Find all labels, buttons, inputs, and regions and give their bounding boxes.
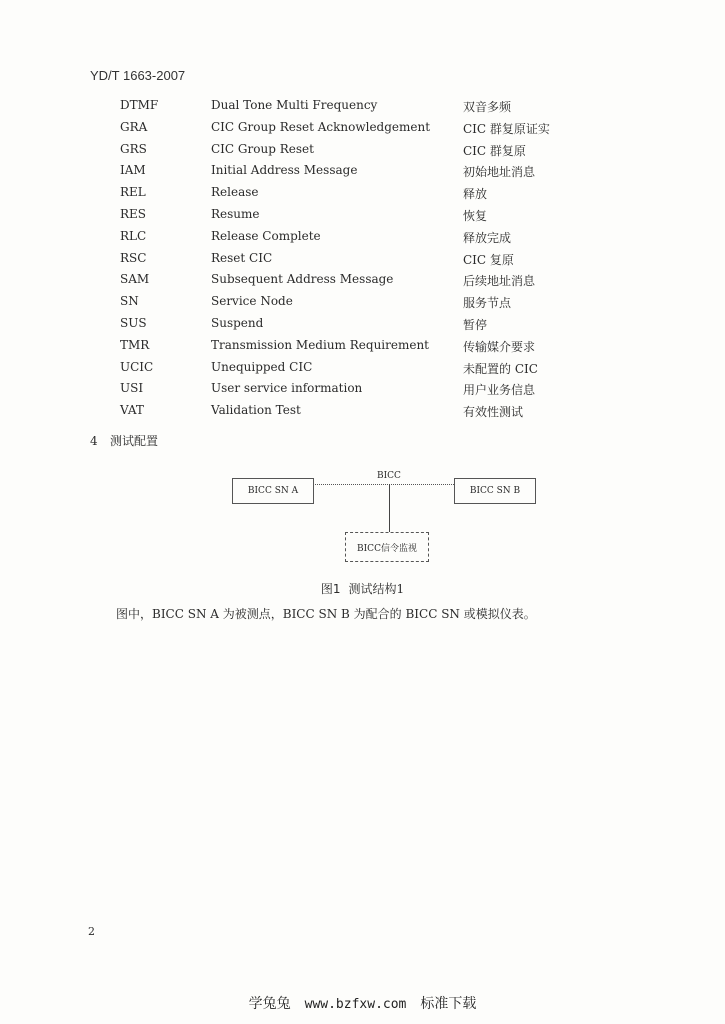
abbreviation-row xyxy=(0,251,725,273)
body-paragraph: 图中，BICC SN A 为被测点，BICC SN B 为配合的 BICC SN 或模拟仪表。 xyxy=(116,607,536,621)
abbreviation-row xyxy=(0,360,725,382)
monitor-link-line xyxy=(389,484,390,532)
abbr-english: Dual Tone Multi Frequency xyxy=(211,98,378,112)
abbr-english: CIC Group Reset xyxy=(211,141,314,156)
abbr-chinese: CIC 复原 xyxy=(463,252,514,267)
abbr-term: SAM xyxy=(120,272,150,287)
abbr-english: Unequipped CIC xyxy=(211,359,313,374)
abbr-chinese: 释放完成 xyxy=(463,230,512,245)
section-title: 测试配置 xyxy=(110,434,159,448)
abbr-chinese: 暂停 xyxy=(463,317,488,332)
abbr-term: RLC xyxy=(120,228,147,243)
abbreviation-row xyxy=(0,338,725,360)
abbr-term: GRS xyxy=(120,141,147,156)
node-bicc-monitor: BICC信令监视 xyxy=(345,532,429,562)
bicc-link-label: BICC xyxy=(377,471,401,481)
abbr-english: Suspend xyxy=(211,315,264,330)
abbr-term: VAT xyxy=(120,403,144,418)
abbreviation-row xyxy=(0,163,725,185)
abbr-term: RES xyxy=(120,206,147,221)
abbr-term: DTMF xyxy=(120,98,159,112)
node-bicc-sn-a: BICC SN A xyxy=(232,478,314,504)
abbr-chinese: CIC 群复原 xyxy=(463,143,526,158)
abbr-term: TMR xyxy=(120,337,150,352)
abbr-english: User service information xyxy=(211,381,363,396)
abbr-term: RSC xyxy=(120,250,147,265)
figure-label: 图1 xyxy=(320,582,341,596)
abbr-term: IAM xyxy=(120,163,146,178)
abbr-english: Release xyxy=(211,185,259,200)
footer-tagline: 标准下载 xyxy=(420,996,477,1012)
abbr-term: SUS xyxy=(120,315,147,330)
footer-site-link[interactable]: www.bzfxw.com xyxy=(304,997,407,1012)
bicc-link-line xyxy=(313,484,454,485)
abbreviation-row xyxy=(0,316,725,338)
section-heading xyxy=(90,432,158,449)
page-number: 2 xyxy=(88,925,95,938)
abbr-chinese: 双音多频 xyxy=(463,100,512,114)
abbreviation-table xyxy=(0,98,725,425)
abbreviation-row xyxy=(0,142,725,164)
abbreviation-row xyxy=(0,207,725,229)
abbr-term: GRA xyxy=(120,119,148,134)
abbr-english: Initial Address Message xyxy=(211,163,358,178)
figure-title: 测试结构1 xyxy=(348,582,405,596)
abbr-term: REL xyxy=(120,185,146,200)
abbr-english: Validation Test xyxy=(211,403,301,418)
footer-brand: 学兔兔 xyxy=(248,996,291,1012)
standard-code: YD/T 1663-2007 xyxy=(90,68,186,83)
abbr-chinese: 用户业务信息 xyxy=(463,383,536,398)
abbr-chinese: 后续地址消息 xyxy=(463,274,536,289)
abbr-chinese: CIC 群复原证实 xyxy=(463,121,550,136)
abbr-english: Reset CIC xyxy=(211,250,273,265)
abbr-english: Subsequent Address Message xyxy=(211,272,394,287)
section-number: 4 xyxy=(90,434,98,448)
abbr-chinese: 服务节点 xyxy=(463,296,512,311)
abbr-chinese: 有效性测试 xyxy=(463,405,524,420)
abbr-english: CIC Group Reset Acknowledgement xyxy=(211,119,431,134)
abbreviation-row xyxy=(0,403,725,425)
abbr-chinese: 未配置的 CIC xyxy=(463,361,538,376)
abbreviation-row xyxy=(0,272,725,294)
abbr-term: SN xyxy=(120,294,139,309)
figure-caption xyxy=(0,580,725,597)
node-bicc-sn-b: BICC SN B xyxy=(454,478,536,504)
abbreviation-row xyxy=(0,229,725,251)
abbreviation-row xyxy=(0,294,725,316)
abbr-english: Service Node xyxy=(211,294,293,309)
abbr-chinese: 传输媒介要求 xyxy=(463,339,536,354)
abbr-english: Resume xyxy=(211,206,260,221)
abbr-term: UCIC xyxy=(120,359,154,374)
abbr-chinese: 初始地址消息 xyxy=(463,165,536,180)
abbreviation-row xyxy=(0,120,725,142)
abbr-term: USI xyxy=(120,381,144,396)
abbr-chinese: 释放 xyxy=(463,187,488,202)
footer-watermark xyxy=(0,993,725,1013)
abbreviation-row xyxy=(0,98,725,120)
abbr-english: Release Complete xyxy=(211,228,321,243)
abbreviation-row xyxy=(0,381,725,403)
abbr-english: Transmission Medium Requirement xyxy=(211,337,430,352)
abbreviation-row xyxy=(0,185,725,207)
abbr-chinese: 恢复 xyxy=(463,208,488,223)
